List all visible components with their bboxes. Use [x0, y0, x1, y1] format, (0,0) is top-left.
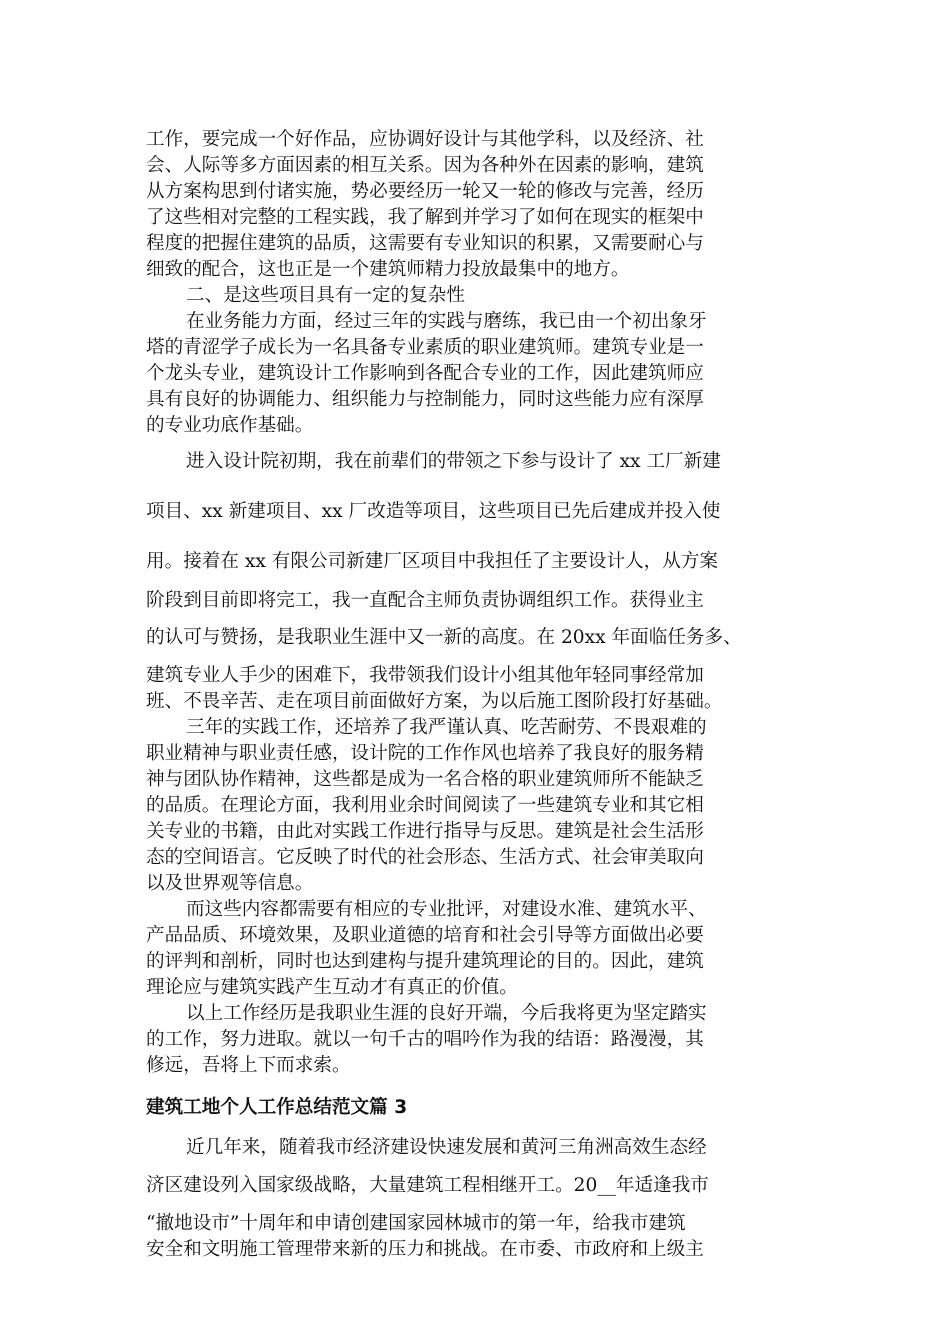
text-line: 以及世界观等信息。	[146, 873, 314, 894]
text-line: 产品品质、环境效果，及职业道德的培育和社会引导等方面做出必要	[146, 925, 704, 946]
text-line: 态的空间语言。它反映了时代的社会形态、生活方式、社会审美取向	[146, 847, 704, 868]
text-line: 阶段到目前即将完工，我一直配合主师负责协调组织工作。获得业主	[146, 590, 704, 611]
text-line: 个龙头专业，建筑设计工作影响到各配合专业的工作，因此建筑师应	[146, 363, 704, 384]
text-line: 班、不畏辛苦、走在项目前面做好方案，为以后施工图阶段打好基础。	[146, 691, 723, 712]
text-line: 关专业的书籍，由此对实践工作进行指导与反思。建筑是社会生活形	[146, 821, 704, 842]
text-line: 理论应与建筑实践产生互动才有真正的价值。	[146, 977, 518, 998]
text-line: 建筑专业人手少的困难下，我带领我们设计小组其他年轻同事经常加	[146, 665, 704, 686]
text-line: 职业精神与职业责任感，设计院的工作作风也培养了我良好的服务精	[146, 743, 704, 764]
text-line: “撤地设市”十周年和申请创建国家园林城市的第一年，给我市建筑	[146, 1213, 686, 1234]
text-line: 的品质。在理论方面，我利用业余时间阅读了一些建筑专业和其它相	[146, 795, 704, 816]
text-line: 工作，要完成一个好作品，应协调好设计与其他学科，以及经济、社	[146, 129, 704, 150]
text-line: 的工作，努力进取。就以一句千古的唱吟作为我的结语：路漫漫，其	[146, 1029, 704, 1050]
text-line: 而这些内容都需要有相应的专业批评，对建设水准、建筑水平、	[186, 899, 707, 920]
text-line: 的专业功底作基础。	[146, 415, 314, 436]
text-line: 用。接着在 xx 有限公司新建厂区项目中我担任了主要设计人，从方案	[146, 551, 719, 572]
text-line: 在业务能力方面，经过三年的实践与磨练，我已由一个初出象牙	[186, 311, 707, 332]
text-line: 程度的把握住建筑的品质，这需要有专业知识的积累，又需要耐心与	[146, 233, 704, 254]
text-line: 了这些相对完整的工程实践，我了解到并学习了如何在现实的框架中	[146, 207, 704, 228]
text-line: 具有良好的协调能力、组织能力与控制能力，同时这些能力应有深厚	[146, 389, 704, 410]
text-line: 三年的实践工作，还培养了我严谨认真、吃苦耐劳、不畏艰难的	[186, 717, 707, 738]
text-line: 的认可与赞扬，是我职业生涯中又一新的高度。在 20xx 年面临任务多、	[146, 627, 742, 648]
text-line: 塔的青涩学子成长为一名具备专业素质的职业建筑师。建筑专业是一	[146, 337, 704, 358]
text-line: 从方案构思到付诸实施，势必要经历一轮又一轮的修改与完善，经历	[146, 181, 704, 202]
text-line: 济区建设列入国家级战略，大量建筑工程相继开工。20__年适逢我市	[146, 1175, 709, 1196]
text-line: 修远，吾将上下而求索。	[146, 1055, 351, 1076]
text-line: 近几年来，随着我市经济建设快速发展和黄河三角洲高效生态经	[186, 1137, 707, 1158]
text-line: 神与团队协作精神，这些都是成为一名合格的职业建筑师所不能缺乏	[146, 769, 704, 790]
text-line: 会、人际等多方面因素的相互关系。因为各种外在因素的影响，建筑	[146, 155, 704, 176]
section-subheading: 二、是这些项目具有一定的复杂性	[186, 285, 465, 306]
text-line: 以上工作经历是我职业生涯的良好开端，今后我将更为坚定踏实	[186, 1003, 707, 1024]
text-line: 细致的配合，这也正是一个建筑师精力投放最集中的地方。	[146, 259, 630, 280]
text-line: 的评判和剖析，同时也达到建构与提升建筑理论的目的。因此，建筑	[146, 951, 704, 972]
text-line: 安全和文明施工管理带来新的压力和挑战。在市委、市政府和上级主	[146, 1239, 704, 1260]
text-line: 项目、xx 新建项目、xx 厂改造等项目，这些项目已先后建成并投入使	[146, 501, 721, 522]
text-line: 进入设计院初期，我在前辈们的带领之下参与设计了 xx 工厂新建	[186, 451, 721, 472]
section-heading: 建筑工地个人工作总结范文篇 3	[146, 1097, 408, 1118]
